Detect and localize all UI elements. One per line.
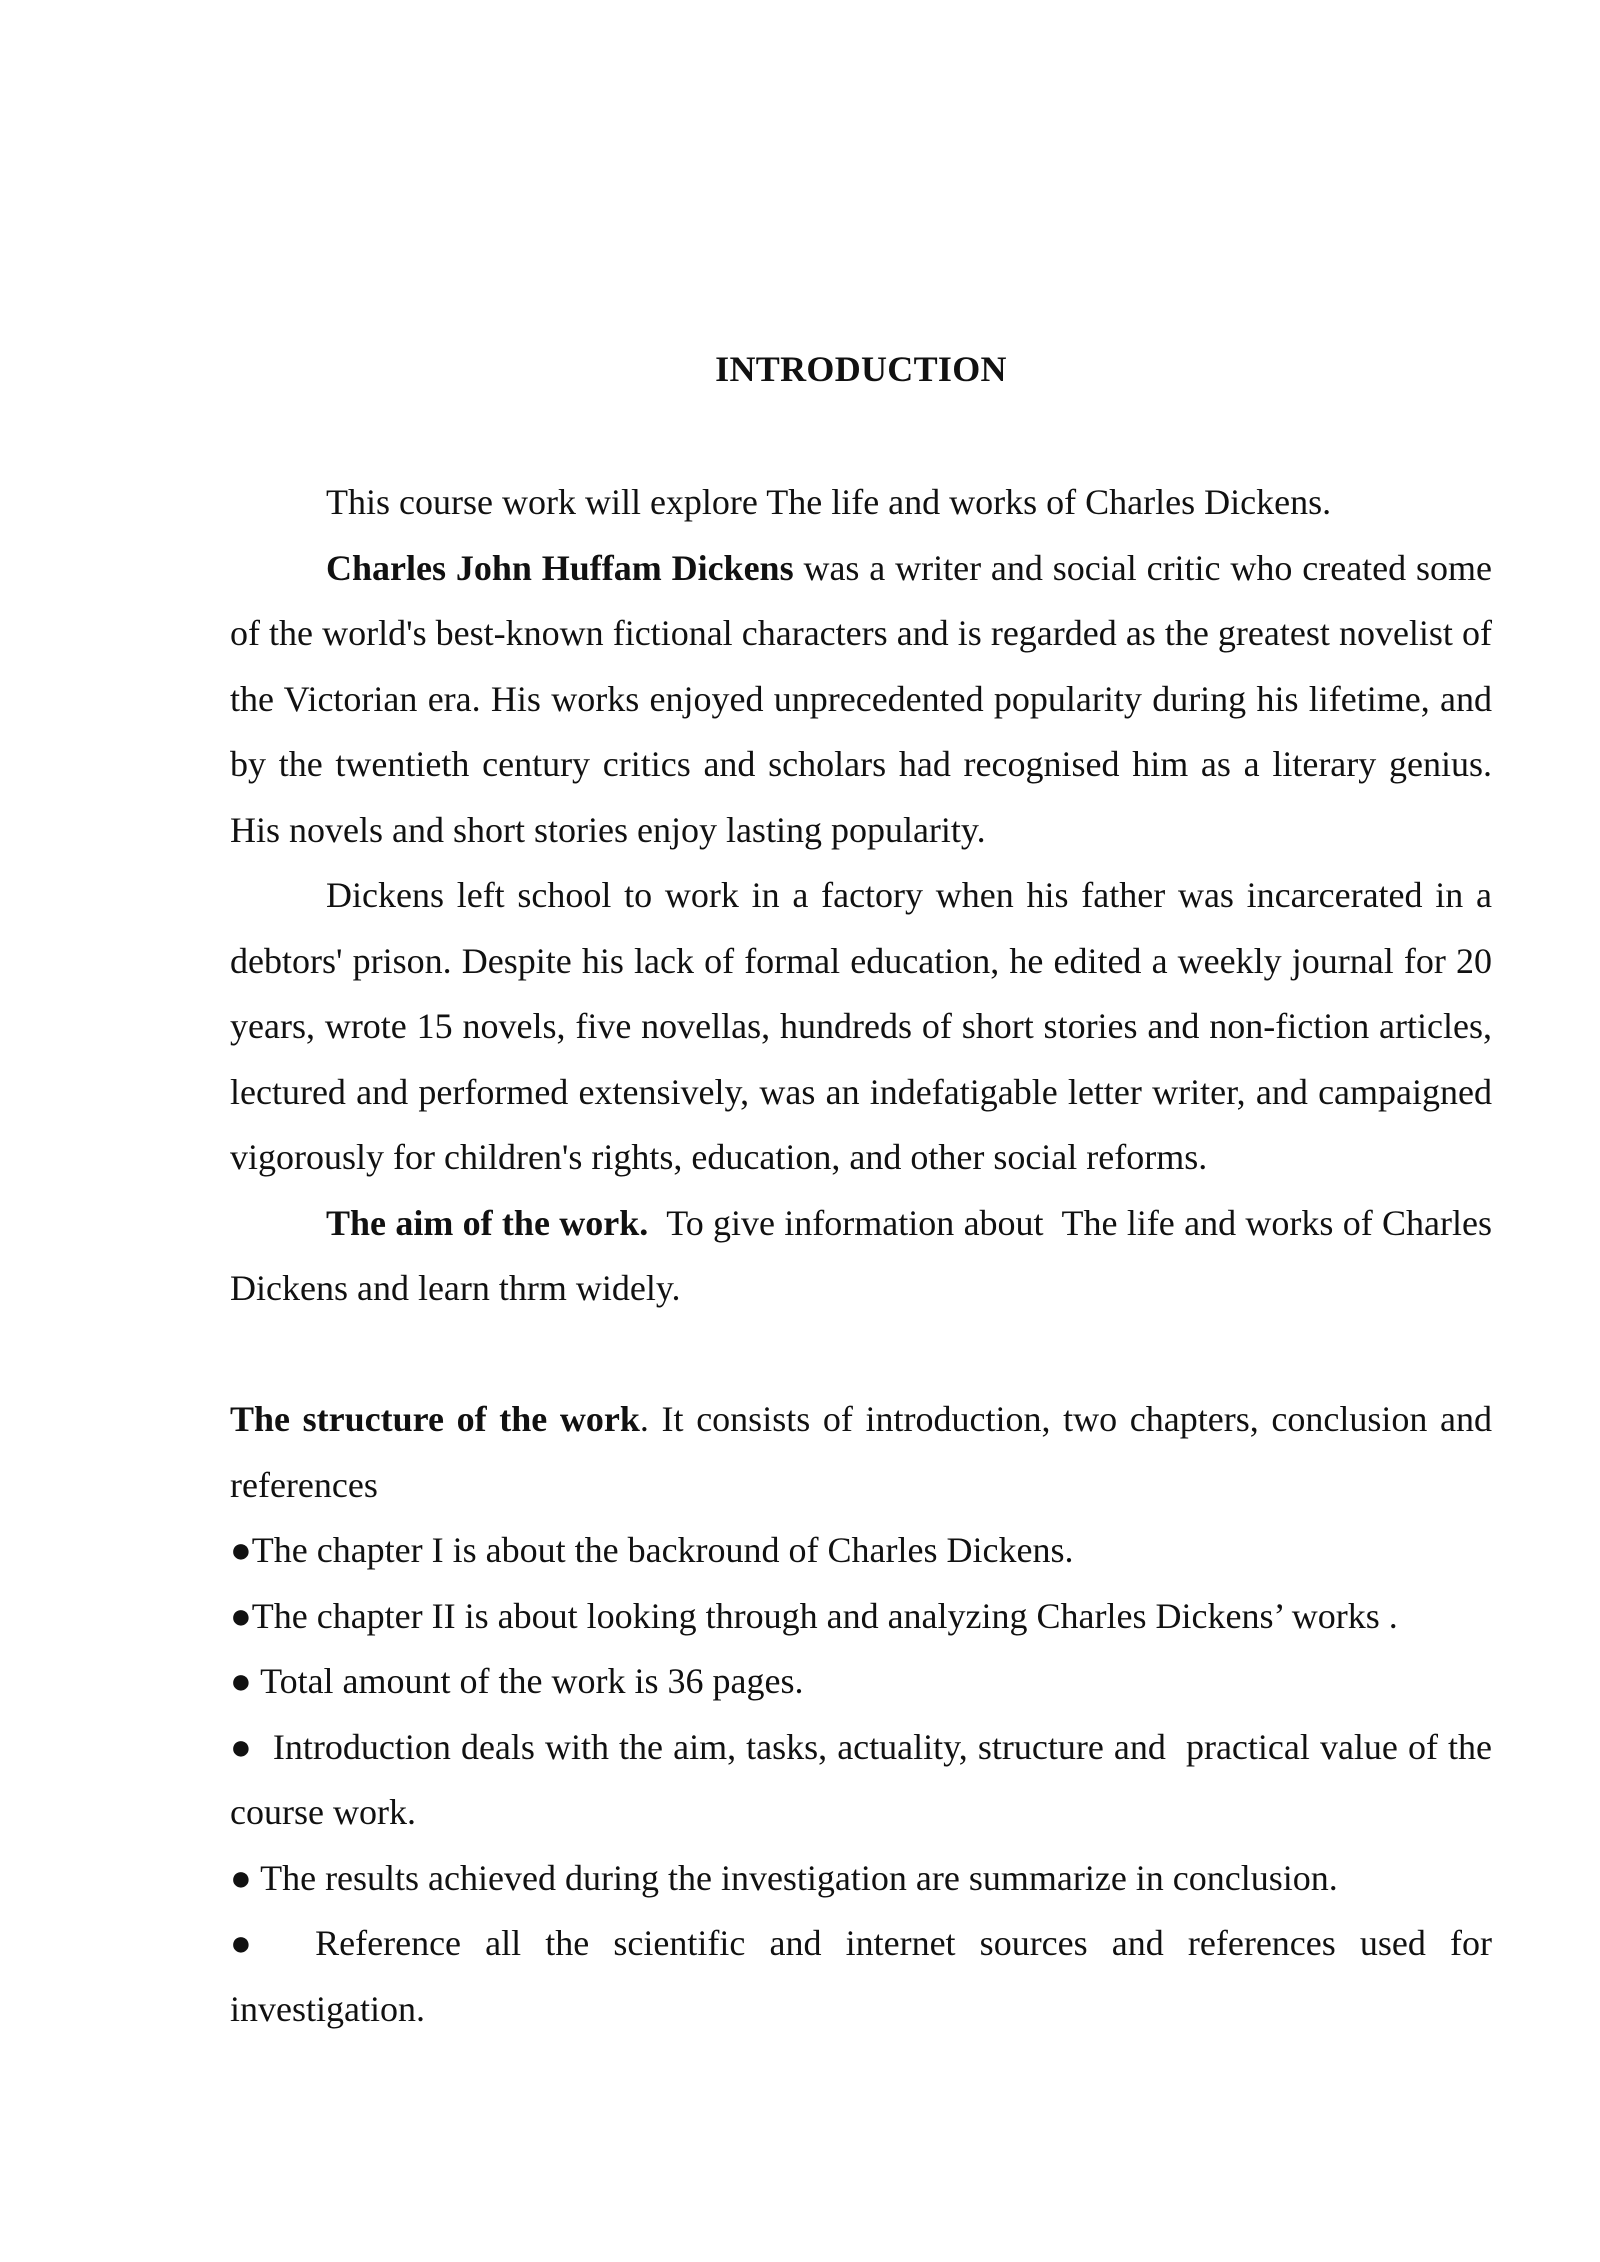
structure-label: The structure of the work	[230, 1399, 640, 1439]
document-body	[230, 470, 1501, 2042]
blank-line	[230, 1322, 1492, 1388]
structure-text: . It consists of introduction, two chapters, conclusion and references	[230, 1399, 1492, 1505]
intro-sentence: This course work will explore The life and works of Charles Dickens.	[326, 482, 1332, 522]
list-item: ● Total amount of the work is 36 pages.	[230, 1661, 804, 1701]
structure-paragraph	[230, 1387, 1492, 1518]
aim-label: The aim of the work.	[326, 1202, 649, 1243]
biography-paragraph: Dickens left school to work in a factory when his father was incarcerated in a debtors' prison. Despite his lack of formal education, he edited a weekly journal for 20 years, wrote 15 novels, five novellas, hundreds of short stories and non-fiction articles, lectured and performed extensively, was an indefatigable letter writer, and campaigned vigorously for children's rights, education, and other social reforms.	[230, 875, 1492, 1177]
author-full-name: Charles John Huffam Dickens	[326, 547, 794, 588]
list-item: ● Reference all the scientific and internet sources and references used for investigation.	[230, 1923, 1501, 2029]
aim-paragraph	[230, 1191, 1501, 1322]
aim-text: To give information about The life and works of Charles Dickens and learn thrm widely.	[230, 1202, 1501, 1308]
list-item: ●The chapter I is about the backround of Charles Dickens.	[230, 1530, 1074, 1570]
page-title: INTRODUCTION	[715, 349, 1007, 389]
list-item: ● The results achieved during the investigation are summarize in conclusion.	[230, 1857, 1338, 1898]
list-item: ●The chapter II is about looking through and analyzing Charles Dickens’ works .	[230, 1595, 1398, 1636]
bio-paragraph	[230, 536, 1492, 864]
list-item: ● Introduction deals with the aim, tasks, actuality, structure and practical value of the course work.	[230, 1726, 1501, 1832]
bio-text: was a writer and social critic who created some of the world's best-known fictional characters and is regarded as the greatest novelist of the Victorian era. His works enjoyed unprecedented popularity during his lifetime, and by the twentieth century critics and scholars had recognised him as a literary genius. His novels and short stories enjoy lasting popularity.	[230, 547, 1492, 850]
